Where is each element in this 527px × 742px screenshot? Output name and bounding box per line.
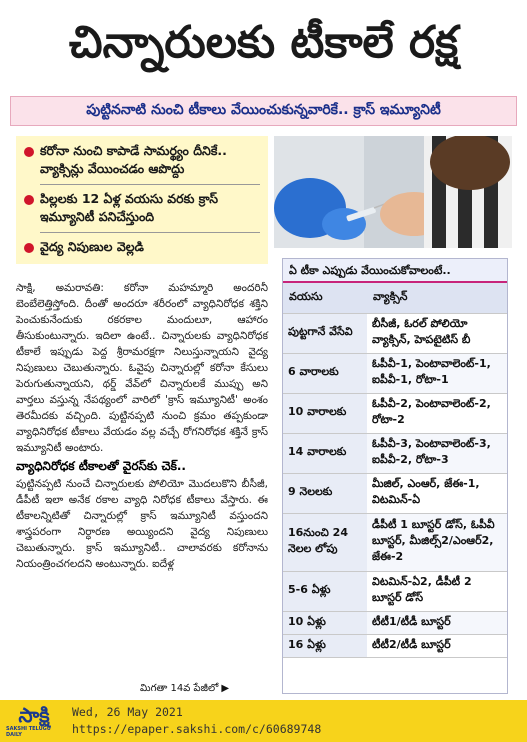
- footer-date: Wed, 26 May 2021: [72, 705, 183, 719]
- article-body: [16, 280, 268, 698]
- headline: [0, 0, 527, 96]
- age-cell: 14 వారాలకు: [283, 433, 367, 473]
- bullet-dot-icon: [24, 243, 34, 253]
- schedule-title: ఏ టీకా ఎప్పుడు వేయించుకోవాలంటే..: [283, 259, 507, 283]
- column-header-age: వయసు: [283, 283, 367, 313]
- highlights-box: [16, 136, 268, 264]
- footer-bar: [0, 700, 527, 742]
- vaccination-schedule: [282, 258, 508, 694]
- table-row: [283, 611, 507, 634]
- age-cell: 9 నెలలకు: [283, 473, 367, 513]
- subheadline-banner: [10, 96, 517, 126]
- vaccine-cell: ఓపీవీ-2, పెంటావాలెంట్-2, రోటా-2: [367, 393, 507, 433]
- column-header-vaccine: వ్యాక్సిన్: [367, 283, 507, 313]
- vaccine-cell: ఓపీవీ-3, పెంటావాలెంట్-3, ఐపీవీ-2, రోటా-3: [367, 433, 507, 473]
- vaccine-cell: టీటీ2/టీడీ బూస్టర్: [367, 634, 507, 657]
- vaccine-cell: టీటీ1/టీడీ బూస్టర్: [367, 611, 507, 634]
- subheadline-text: పుట్టిననాటి నుంచి టీకాలు వేయించుకున్నవారికే.. క్రాస్ ఇమ్యూనిటీ: [86, 101, 441, 118]
- table-row: [283, 313, 507, 353]
- table-row: [283, 473, 507, 513]
- age-cell: 6 వారాలకు: [283, 353, 367, 393]
- schedule-table: [283, 283, 507, 658]
- footer-info: [72, 704, 321, 738]
- logo-tagline: SAKSHI TELUGU DAILY: [6, 726, 51, 738]
- table-row: [283, 393, 507, 433]
- headline-text: చిన్నారులకు టీకాలే రక్ష: [68, 17, 459, 68]
- age-cell: 5-6 ఏళ్లు: [283, 571, 367, 611]
- highlight-text: పిల్లలకు 12 ఏళ్ల వయసు వరకు క్రాస్ ఇమ్యూనిటీ పనిచేస్తుంది: [40, 191, 219, 224]
- age-cell: 10 ఏళ్లు: [283, 611, 367, 634]
- table-row: [283, 353, 507, 393]
- highlight-text: వైద్య నిపుణుల వెల్లడి: [40, 239, 144, 254]
- highlight-item: [24, 238, 260, 256]
- sakshi-logo: [6, 703, 62, 739]
- footer-url[interactable]: https://epaper.sakshi.com/c/60689748: [72, 722, 322, 736]
- vaccine-cell: డీపీటీ 1 బూస్టర్ డోస్, ఓపీవీ బూస్టర్, మీజిల్స్2/ఎంఆర్2, జేఈ-2: [367, 513, 507, 571]
- table-row: [283, 433, 507, 473]
- divider: [40, 232, 260, 233]
- article-subheading: వ్యాధినిరోధక టీకాలతో వైరస్‌కు చెక్..: [16, 459, 186, 473]
- article-paragraph: సాక్షి, అమరావతి: కరోనా మహమ్మారి అందరినీ బెంబేలెత్తిస్తోంది. దీంతో అందరూ శరీరంలో వ్యాధినిరోధక శక్తిని పెంచుకునేందుకు రకరకాల మందులూ, ఆహారం తీసుకుంటున్నారు. ఇదిలా ఉంటే.. చిన్నారులకు వ్యాధినిరోధక టీకాలే ఇప్పుడు పెద్ద శ్రీరామరక్షగా నిలుస్తున్నాయని వైద్య నిపుణులు చెబుతున్నారు. ఓవైపు చిన్నారుల్లో కరోనా కేసులు పెరుగుతున్నాయని, థర్డ్ వేవ్‌లో చిన్నారులకే ముప్పు అని వార్తలు వస్తున్న నేపథ్యంలో వారిలో 'క్రాస్ ఇమ్యూనిటీ' అంశం తెరమీదకు వచ్చింది. పుట్టినప్పటి నుంచి క్రమం తప్పకుండా వ్యాధినిరోధక టీకాలు వేయడం వల్ల వచ్చే రోగనిరోధక శక్తినే క్రాస్ ఇమ్యూనిటీ అంటారు.: [16, 282, 268, 454]
- continued-link[interactable]: మిగతా 14వ పేజీలో ▶: [140, 683, 230, 694]
- bullet-dot-icon: [24, 195, 34, 205]
- vaccine-cell: మీజిల్, ఎంఆర్, జేఈ-1, విటమిన్-ఏ: [367, 473, 507, 513]
- age-cell: 16 ఏళ్లు: [283, 634, 367, 657]
- highlight-text: కరోనా నుంచి కాపాడే సామర్థ్యం దీనికే.. వ్యాక్సిన్లు వేయించడం ఆపొద్దు: [40, 143, 227, 176]
- highlight-item: [24, 142, 260, 178]
- bullet-dot-icon: [24, 147, 34, 157]
- vaccine-cell: విటమిన్-ఏ2, డీపీటీ 2 బూస్టర్ డోస్: [367, 571, 507, 611]
- logo-mark: సాక్షి: [18, 703, 50, 727]
- vaccine-cell: ఓపీవీ-1, పెంటావాలెంట్-1, ఐపీవీ-1, రోటా-1: [367, 353, 507, 393]
- vaccination-photo: [274, 136, 512, 248]
- table-row: [283, 571, 507, 611]
- table-header-row: [283, 283, 507, 313]
- table-row: [283, 634, 507, 657]
- age-cell: 10 వారాలకు: [283, 393, 367, 433]
- age-cell: పుట్టగానే వేసేవి: [283, 313, 367, 353]
- highlight-item: [24, 190, 260, 226]
- divider: [40, 184, 260, 185]
- age-cell: 16నుంచి 24 నెలల లోపు: [283, 513, 367, 571]
- table-row: [283, 513, 507, 571]
- vaccine-cell: బీసీజీ, ఓరల్ పోలియో వ్యాక్సిన్, హెపటైటిస్ బీ: [367, 313, 507, 353]
- vaccination-illustration: [274, 136, 512, 248]
- article-paragraph: పుట్టినప్పటి నుంచే చిన్నారులకు పోలియో మొదలుకొని బీసీజీ, డీపీటీ ఇలా అనేక రకాల వ్యాధి నిరోధక టీకాలు వేస్తారు. ఈ టీకాలన్నిటితో చిన్నారుల్లో క్రాస్ ఇమ్యూనిటీ వస్తుందని శాస్త్రపరంగా నిర్ధారణ అయ్యిందని వైద్య నిపుణులు చెబుతున్నారు. క్రాస్ ఇమ్యూనిటీ.. చాలావరకు కరోనాను నియంత్రించగలదని అంటున్నారు. ఐదేళ్ల: [16, 478, 268, 570]
